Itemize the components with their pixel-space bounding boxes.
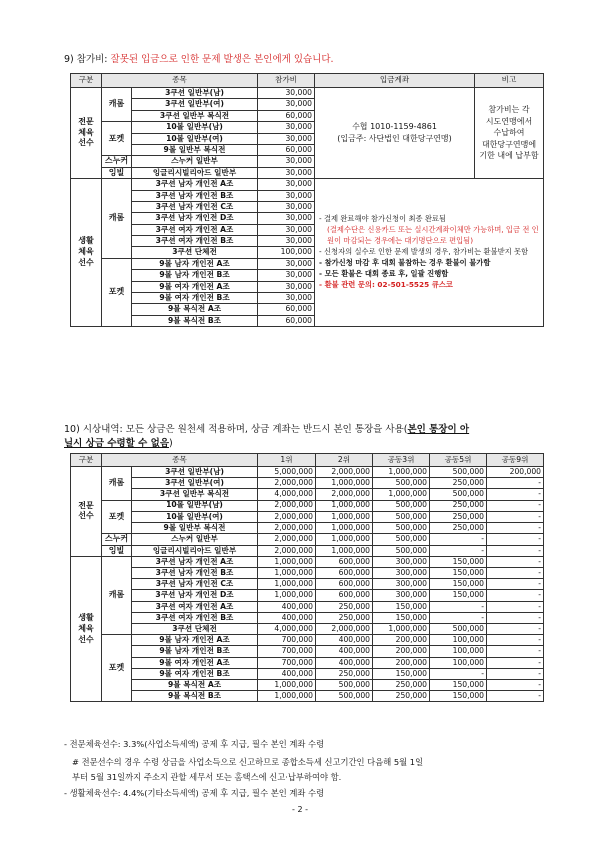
table-row — [71, 511, 544, 522]
fee-value: 60,000 — [258, 110, 315, 121]
prize-9th: - — [487, 511, 544, 522]
header-fee: 참가비 — [258, 74, 315, 88]
table-row — [71, 635, 544, 646]
prize-2nd: 600,000 — [316, 556, 373, 567]
prize-5th: 150,000 — [430, 579, 487, 590]
prize-3rd: 1,000,000 — [373, 467, 430, 478]
section10-title-bold1: 본인 통장이 아 — [407, 424, 470, 435]
footnote-pro-tax: - 전문체육선수: 3.3%(사업소득세액) 공제 후 지급, 필수 본인 계좌 수령 — [64, 739, 325, 749]
header-9th: 공동9위 — [487, 454, 544, 467]
header-3rd: 공동3위 — [373, 454, 430, 467]
prize-9th: - — [487, 556, 544, 567]
prize-5th: 150,000 — [430, 568, 487, 579]
event-name: 3쿠션 여자 개인전 B조 — [132, 612, 258, 623]
prize-5th: 500,000 — [430, 624, 487, 635]
prize-9th: - — [487, 601, 544, 612]
event-name: 9볼 여자 개인전 A조 — [132, 657, 258, 668]
prize-2nd: 400,000 — [316, 646, 373, 657]
prize-5th: 150,000 — [430, 556, 487, 567]
prize-1st: 5,000,000 — [258, 467, 316, 478]
prize-9th: - — [487, 522, 544, 533]
event-name: 3쿠션 남자 개인전 D조 — [132, 213, 258, 224]
prize-3rd: 300,000 — [373, 579, 430, 590]
prize-3rd: 300,000 — [373, 568, 430, 579]
prize-2nd: 600,000 — [316, 590, 373, 601]
fee-table-header — [71, 74, 544, 88]
note-item: - 결제 완료해야 참가신청이 최종 완료됨 — [319, 214, 447, 224]
event-name: 스누커 일반부 — [132, 534, 258, 545]
subgroup-pocket: 포켓 — [102, 500, 132, 534]
prize-5th: 250,000 — [430, 500, 487, 511]
table-row — [71, 691, 544, 702]
prize-1st: 1,000,000 — [258, 590, 316, 601]
prize-2nd: 500,000 — [316, 691, 373, 702]
remark-info: 참가비는 각 시도연맹에서 수납하여 대한당구연맹에 기한 내에 납부함 — [475, 88, 544, 179]
table-row — [71, 624, 544, 635]
event-name: 3쿠션 일반부(남) — [132, 88, 258, 99]
table-row — [71, 612, 544, 623]
event-name: 3쿠션 남자 개인전 D조 — [132, 590, 258, 601]
prize-3rd: 1,000,000 — [373, 489, 430, 500]
group-pro: 전문 체육 선수 — [71, 88, 102, 179]
table-row — [71, 545, 544, 556]
prize-5th: 250,000 — [430, 511, 487, 522]
subgroup-carom: 캐롬 — [102, 88, 132, 122]
table-row — [71, 522, 544, 533]
prize-3rd: 150,000 — [373, 612, 430, 623]
prize-9th: - — [487, 590, 544, 601]
table-row — [71, 500, 544, 511]
section10-title-end: ) — [169, 438, 173, 449]
table-row — [71, 478, 544, 489]
event-name: 3쿠션 일반부 복식전 — [132, 489, 258, 500]
fee-value: 60,000 — [258, 315, 315, 326]
prize-3rd: 200,000 — [373, 635, 430, 646]
prize-2nd: 400,000 — [316, 657, 373, 668]
prize-3rd: 250,000 — [373, 679, 430, 690]
event-name: 10볼 일반부(여) — [132, 133, 258, 144]
fee-value: 30,000 — [258, 122, 315, 133]
prize-3rd: 150,000 — [373, 668, 430, 679]
prize-1st: 700,000 — [258, 646, 316, 657]
table-row — [71, 556, 544, 567]
group-life: 생활 체육 선수 — [71, 556, 102, 701]
event-name: 3쿠션 일반부(여) — [132, 478, 258, 489]
event-name: 3쿠션 여자 개인전 A조 — [132, 224, 258, 235]
prize-3rd: 1,000,000 — [373, 624, 430, 635]
prize-table-header — [71, 454, 544, 467]
refund-notes — [315, 179, 544, 327]
prize-3rd: 500,000 — [373, 500, 430, 511]
section10-title-text: 10) 시상내역: 모든 상금은 원천세 적용하며, 상금 계좌는 반드시 본인 통장을 사용( — [64, 424, 408, 435]
table-row — [71, 489, 544, 500]
prize-9th: - — [487, 612, 544, 623]
event-name: 3쿠션 남자 개인전 C조 — [132, 201, 258, 212]
prize-2nd: 600,000 — [316, 579, 373, 590]
section9-title-prefix: 9) 참가비: — [64, 54, 111, 65]
header-remark: 비고 — [475, 74, 544, 88]
event-name: 3쿠션 남자 개인전 A조 — [132, 179, 258, 190]
subgroup-snooker: 스누커 — [102, 534, 132, 545]
prize-5th: 150,000 — [430, 679, 487, 690]
event-name: 3쿠션 일반부 복식전 — [132, 110, 258, 121]
fee-value: 30,000 — [258, 99, 315, 110]
prize-9th: - — [487, 545, 544, 556]
prize-1st: 2,000,000 — [258, 522, 316, 533]
fee-value: 30,000 — [258, 293, 315, 304]
prize-5th: 100,000 — [430, 657, 487, 668]
page-number: - 2 - — [292, 805, 308, 814]
prize-9th: - — [487, 657, 544, 668]
prize-9th: - — [487, 624, 544, 635]
header-category: 구분 — [71, 454, 102, 467]
event-name: 10볼 일반부(남) — [132, 500, 258, 511]
table-row — [71, 88, 544, 99]
note-item: - 신청자의 실수로 인한 문제 발생의 경우, 참가비는 환불받지 못함 — [319, 247, 529, 257]
event-name: 잉글리시빌리아드 일반부 — [132, 545, 258, 556]
prize-9th: - — [487, 679, 544, 690]
prize-3rd: 500,000 — [373, 534, 430, 545]
event-name: 9볼 남자 개인전 A조 — [132, 635, 258, 646]
prize-1st: 400,000 — [258, 668, 316, 679]
event-name: 9볼 복식전 B조 — [132, 691, 258, 702]
prize-5th: - — [430, 534, 487, 545]
prize-1st: 1,000,000 — [258, 691, 316, 702]
prize-9th: - — [487, 489, 544, 500]
event-name: 9볼 남자 개인전 A조 — [132, 258, 258, 269]
fee-value: 30,000 — [258, 213, 315, 224]
group-pro: 전문 선수 — [71, 467, 102, 557]
prize-1st: 1,000,000 — [258, 679, 316, 690]
event-name: 3쿠션 남자 개인전 C조 — [132, 579, 258, 590]
prize-9th: - — [487, 691, 544, 702]
prize-5th: 100,000 — [430, 646, 487, 657]
event-name: 스누커 일반부 — [132, 156, 258, 167]
event-name: 9볼 일반부 복식전 — [132, 522, 258, 533]
prize-1st: 700,000 — [258, 657, 316, 668]
prize-2nd: 1,000,000 — [316, 545, 373, 556]
table-row — [71, 179, 544, 190]
prize-3rd: 500,000 — [373, 511, 430, 522]
prize-5th: 500,000 — [430, 467, 487, 478]
fee-value: 30,000 — [258, 270, 315, 281]
fee-value: 30,000 — [258, 133, 315, 144]
prize-1st: 4,000,000 — [258, 489, 316, 500]
header-5th: 공동5위 — [430, 454, 487, 467]
event-name: 10볼 일반부(여) — [132, 511, 258, 522]
prize-2nd: 2,000,000 — [316, 467, 373, 478]
section10-title-line1 — [64, 421, 469, 435]
prize-2nd: 1,000,000 — [316, 511, 373, 522]
event-name: 9볼 복식전 A조 — [132, 304, 258, 315]
event-name: 3쿠션 여자 개인전 A조 — [132, 601, 258, 612]
fee-value: 30,000 — [258, 224, 315, 235]
prize-9th: - — [487, 646, 544, 657]
table-row — [71, 467, 544, 478]
prize-9th: 200,000 — [487, 467, 544, 478]
refund-contact: - 환불 관련 문의: 02-501-5525 큐스코 — [319, 280, 453, 289]
section10-title-bold2: 닐시 상금 수령할 수 없음 — [64, 438, 169, 449]
section9-warning: 잘못된 입금으로 인한 문제 발생은 본인에게 있습니다. — [110, 54, 334, 65]
prize-9th: - — [487, 635, 544, 646]
table-row — [71, 601, 544, 612]
table-row — [71, 679, 544, 690]
event-name: 9볼 여자 개인전 B조 — [132, 668, 258, 679]
subgroup-pocket: 포켓 — [102, 258, 132, 326]
header-1st: 1위 — [258, 454, 316, 467]
header-event: 종목 — [102, 74, 258, 88]
fee-value: 30,000 — [258, 167, 315, 178]
subgroup-pocket: 포켓 — [102, 635, 132, 702]
prize-5th: - — [430, 545, 487, 556]
group-life: 생활 체육 선수 — [71, 179, 102, 327]
event-name: 3쿠션 단체전 — [132, 247, 258, 258]
prize-3rd: 200,000 — [373, 646, 430, 657]
prize-1st: 1,000,000 — [258, 556, 316, 567]
prize-5th: 500,000 — [430, 489, 487, 500]
prize-5th: 100,000 — [430, 635, 487, 646]
prize-2nd: 250,000 — [316, 612, 373, 623]
fee-value: 100,000 — [258, 247, 315, 258]
event-name: 10볼 일반부(남) — [132, 122, 258, 133]
fee-value: 30,000 — [258, 258, 315, 269]
prize-9th: - — [487, 534, 544, 545]
prize-1st: 4,000,000 — [258, 624, 316, 635]
header-account: 입금계좌 — [315, 74, 475, 88]
subgroup-pocket: 포켓 — [102, 122, 132, 156]
prize-3rd: 150,000 — [373, 601, 430, 612]
prize-2nd: 250,000 — [316, 601, 373, 612]
prize-1st: 2,000,000 — [258, 545, 316, 556]
prize-table — [70, 453, 544, 702]
prize-1st: 2,000,000 — [258, 478, 316, 489]
prize-5th: - — [430, 601, 487, 612]
prize-5th: 250,000 — [430, 478, 487, 489]
table-row — [71, 646, 544, 657]
subgroup-snooker: 스누커 — [102, 156, 132, 167]
prize-9th: - — [487, 500, 544, 511]
prize-3rd: 300,000 — [373, 590, 430, 601]
header-2nd: 2위 — [316, 454, 373, 467]
table-row — [71, 534, 544, 545]
prize-1st: 2,000,000 — [258, 511, 316, 522]
prize-2nd: 1,000,000 — [316, 534, 373, 545]
prize-3rd: 300,000 — [373, 556, 430, 567]
table-row — [71, 668, 544, 679]
prize-9th: - — [487, 478, 544, 489]
prize-1st: 1,000,000 — [258, 579, 316, 590]
subgroup-english: 잉빌 — [102, 545, 132, 556]
account-info: 수협 1010-1159-4861 (입금주: 사단법인 대한당구연맹) — [315, 88, 475, 179]
fee-value: 30,000 — [258, 236, 315, 247]
fee-value: 30,000 — [258, 190, 315, 201]
fee-value: 30,000 — [258, 179, 315, 190]
table-row — [71, 657, 544, 668]
header-category: 구분 — [71, 74, 102, 88]
event-name: 9볼 일반부 복식전 — [132, 144, 258, 155]
prize-5th: 150,000 — [430, 590, 487, 601]
table-row — [71, 590, 544, 601]
prize-5th: - — [430, 668, 487, 679]
subgroup-carom: 캐롬 — [102, 467, 132, 501]
fee-value: 30,000 — [258, 281, 315, 292]
prize-1st: 400,000 — [258, 601, 316, 612]
fee-value: 30,000 — [258, 201, 315, 212]
prize-9th: - — [487, 579, 544, 590]
subgroup-carom: 캐롬 — [102, 179, 132, 259]
fee-value: 60,000 — [258, 144, 315, 155]
prize-2nd: 500,000 — [316, 679, 373, 690]
footnote-tax-detail-2: 부터 5월 31일까지 주소지 관할 세무서 또는 홈택스에 신고·납부하여야 함. — [72, 772, 342, 782]
event-name: 9볼 복식전 A조 — [132, 679, 258, 690]
header-event: 종목 — [102, 454, 258, 467]
prize-5th: 150,000 — [430, 691, 487, 702]
prize-2nd: 1,000,000 — [316, 500, 373, 511]
prize-3rd: 200,000 — [373, 657, 430, 668]
prize-2nd: 2,000,000 — [316, 489, 373, 500]
subgroup-english: 잉빌 — [102, 167, 132, 178]
fee-value: 60,000 — [258, 304, 315, 315]
event-name: 9볼 복식전 B조 — [132, 315, 258, 326]
section10-title-line2 — [64, 435, 173, 449]
prize-2nd: 250,000 — [316, 668, 373, 679]
prize-2nd: 600,000 — [316, 568, 373, 579]
event-name: 3쿠션 단체전 — [132, 624, 258, 635]
event-name: 9볼 여자 개인전 B조 — [132, 293, 258, 304]
event-name: 3쿠션 일반부(여) — [132, 99, 258, 110]
event-name: 3쿠션 여자 개인전 B조 — [132, 236, 258, 247]
event-name: 9볼 여자 개인전 A조 — [132, 281, 258, 292]
event-name: 3쿠션 일반부(남) — [132, 467, 258, 478]
subgroup-carom: 캐롬 — [102, 556, 132, 634]
prize-1st: 2,000,000 — [258, 500, 316, 511]
prize-5th: 250,000 — [430, 522, 487, 533]
prize-1st: 1,000,000 — [258, 568, 316, 579]
prize-9th: - — [487, 668, 544, 679]
prize-5th: - — [430, 612, 487, 623]
prize-3rd: 500,000 — [373, 522, 430, 533]
prize-9th: - — [487, 568, 544, 579]
prize-2nd: 1,000,000 — [316, 522, 373, 533]
note-item: (결제수단은 신용카드 또는 실시간계좌이체만 가능하며, 입금 전 인원이 마감되는 경우에는 대기명단으로 편입됨) — [327, 225, 539, 246]
table-row — [71, 568, 544, 579]
prize-1st: 2,000,000 — [258, 534, 316, 545]
prize-1st: 700,000 — [258, 635, 316, 646]
prize-2nd: 2,000,000 — [316, 624, 373, 635]
event-name: 3쿠션 남자 개인전 B조 — [132, 568, 258, 579]
footnote-tax-detail-1: # 전문선수의 경우 수령 상금을 사업소득으로 신고하므로 종합소득세 신고기간인 다음해 5월 1일 — [72, 757, 424, 767]
event-name: 잉글리시빌리아드 일반부 — [132, 167, 258, 178]
section9-title — [64, 51, 334, 65]
event-name: 9볼 남자 개인전 B조 — [132, 270, 258, 281]
prize-3rd: 250,000 — [373, 691, 430, 702]
event-name: 3쿠션 남자 개인전 B조 — [132, 190, 258, 201]
table-row — [71, 579, 544, 590]
prize-1st: 400,000 — [258, 612, 316, 623]
footnote-life-tax: - 생활체육선수: 4.4%(기타소득세액) 공제 후 지급, 필수 본인 계좌 수령 — [64, 788, 325, 798]
event-name: 3쿠션 남자 개인전 A조 — [132, 556, 258, 567]
event-name: 9볼 남자 개인전 B조 — [132, 646, 258, 657]
prize-2nd: 1,000,000 — [316, 478, 373, 489]
prize-3rd: 500,000 — [373, 545, 430, 556]
note-item: - 모든 환불은 대회 종료 후, 일괄 진행함 — [319, 269, 449, 279]
fee-value: 30,000 — [258, 88, 315, 99]
prize-2nd: 400,000 — [316, 635, 373, 646]
fee-value: 30,000 — [258, 156, 315, 167]
prize-3rd: 500,000 — [373, 478, 430, 489]
note-item: - 참가신청 마감 후 대회 불참하는 경우 환불이 불가함 — [319, 258, 491, 268]
fee-table — [70, 73, 544, 327]
